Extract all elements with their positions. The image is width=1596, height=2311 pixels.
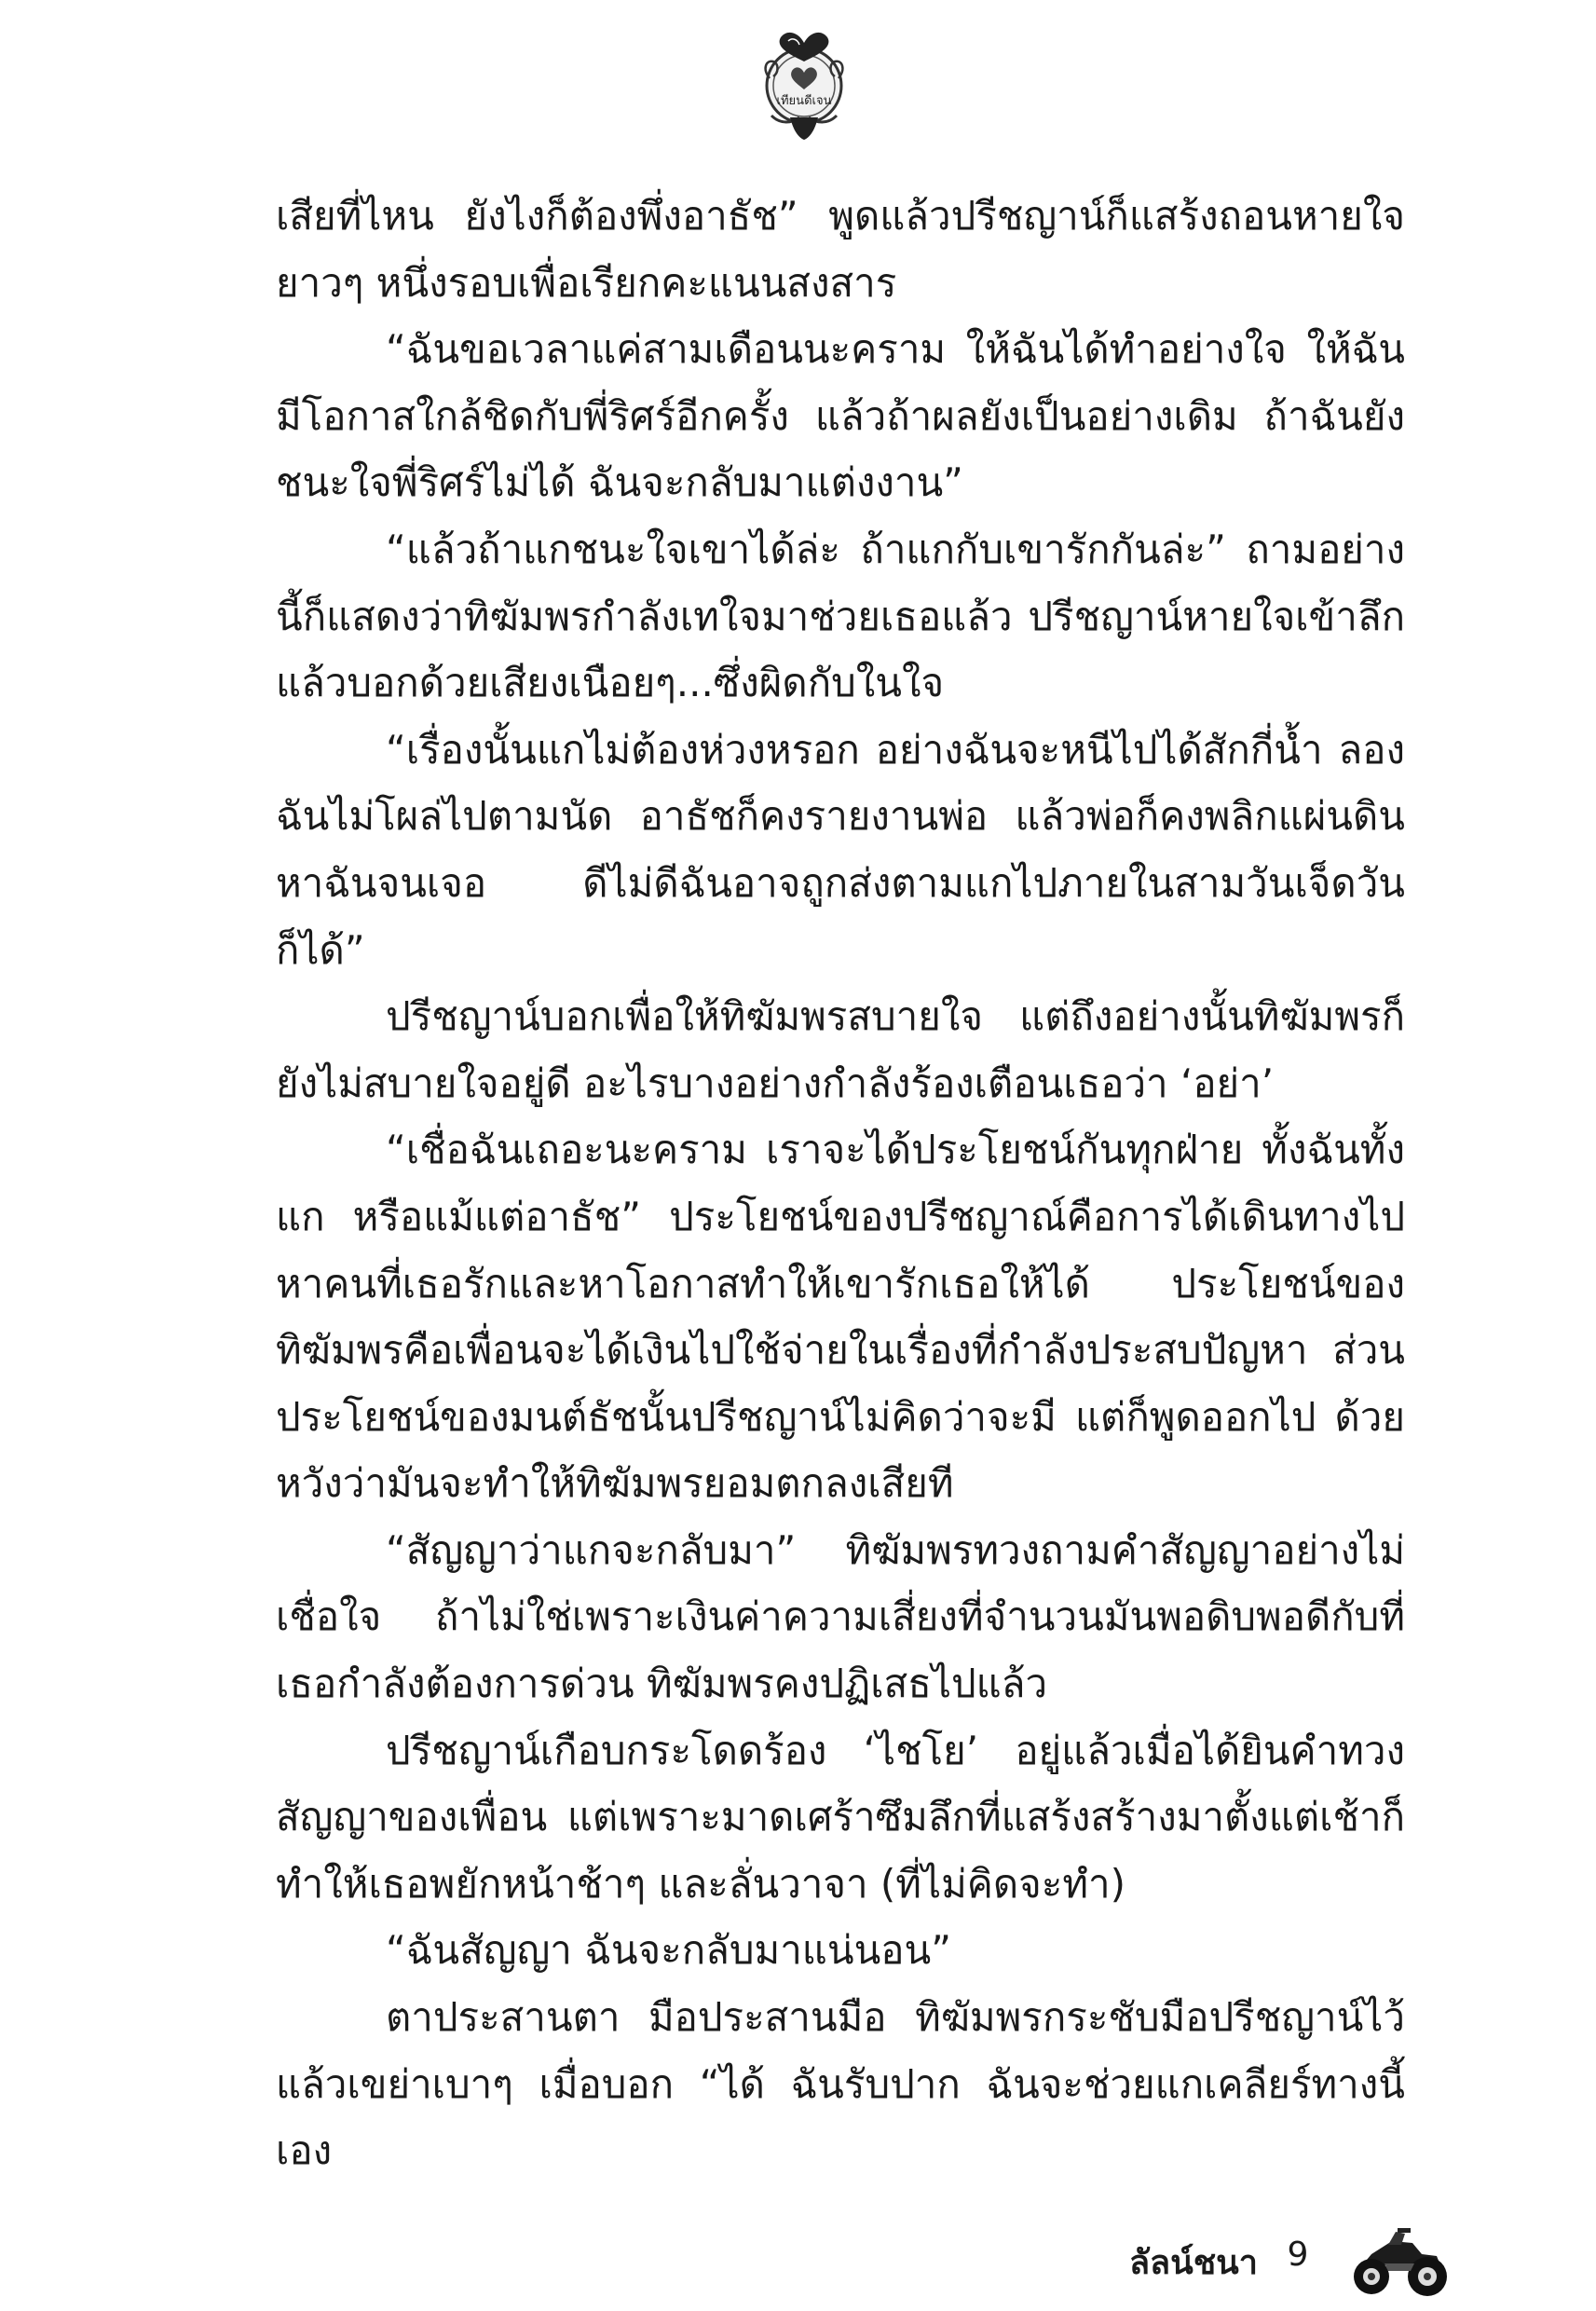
atv-quad-bike-icon — [1344, 2222, 1455, 2301]
page-footer — [1071, 2222, 1463, 2306]
page-number: 9 — [1287, 2236, 1309, 2274]
emblem-text: เทียนดีเจน — [776, 94, 832, 108]
paragraph: “เชื่อฉันเถอะนะคราม เราจะได้ประโยชน์กันทุกฝ่าย ทั้งฉันทั้งแก หรือแม้แต่อาธัช” ประโยชน์ของปรีชญาณ์คือการได้เดินทางไปหาคนที่เธอรักและหาโอกาสทำให้เขารักเธอให้ได้ ประโยชน์ของทิฆัมพรคือเพื่อนจะได้เงินไปใช้จ่ายในเรื่องที่กำลังประสบปัญหา ส่วนประโยชน์ของมนต์ธัชนั้นปรีชญาน์ไม่คิดว่าจะมี แต่ก็พูดออกไป ด้วยหวังว่ามันจะทำให้ทิฆัมพรยอมตกลงเสียที — [276, 1127, 1405, 1507]
paragraph: “ฉันสัญญา ฉันจะกลับมาแน่นอน” — [386, 1927, 951, 1974]
header-ornament — [753, 21, 855, 144]
paragraph: “สัญญาว่าแกจะกลับมา” ทิฆัมพรทวงถามคำสัญญาอย่างไม่เชื่อใจ ถ้าไม่ใช่เพราะเงินค่าความเสี่ยงที่จำนวนมันพอดิบพอดีกับที่เธอกำลังต้องการด่วน ทิฆัมพรคงปฏิเสธไปแล้ว — [276, 1526, 1405, 1707]
body-text — [276, 183, 1405, 2184]
twin-hearts-emblem-icon — [753, 21, 855, 144]
book-author-name: ลัลน์ชนา — [1129, 2244, 1258, 2282]
paragraph: ตาประสานตา มือประสานมือ ทิฆัมพรกระชับมือปรีชญาน์ไว้แล้วเขย่าเบาๆ เมื่อบอก “ได้ ฉันรับปาก ฉันจะช่วยแกเคลียร์ทางนี้เอง — [276, 1994, 1405, 2174]
paragraph: “แล้วถ้าแกชนะใจเขาได้ล่ะ ถ้าแกกับเขารักกันล่ะ” ถามอย่างนี้ก็แสดงว่าทิฆัมพรกำลังเทใจมาช่วยเธอแล้ว ปรีชญาน์หายใจเข้าลึกแล้วบอกด้วยเสียงเนือยๆ...ซึ่งผิดกับในใจ — [276, 526, 1405, 706]
paragraph: ปรีชญาน์บอกเพื่อให้ทิฆัมพรสบายใจ แต่ถึงอย่างนั้นทิฆัมพรก็ยังไม่สบายใจอยู่ดี อะไรบางอย่างกำลังร้องเตือนเธอว่า ‘อย่า’ — [276, 993, 1405, 1106]
paragraph: ปรีชญาน์เกือบกระโดดร้อง ‘ไชโย’ อยู่แล้วเมื่อได้ยินคำทวงสัญญาของเพื่อน แต่เพราะมาดเศร้าซึมลึกที่แสร้งสร้างมาตั้งแต่เช้าก็ทำให้เธอพยักหน้าช้าๆ และลั่นวาจา (ที่ไม่คิดจะทำ) — [276, 1727, 1405, 1907]
paragraph: “ฉันขอเวลาแค่สามเดือนนะคราม ให้ฉันได้ทำอย่างใจ ให้ฉันมีโอกาสใกล้ชิดกับพี่ริศร์อีกครั้ง แล้วถ้าผลยังเป็นอย่างเดิม ถ้าฉันยังชนะใจพี่ริศร์ไม่ได้ ฉันจะกลับมาแต่งงาน” — [276, 326, 1405, 506]
paragraph: เสียที่ไหน ยังไงก็ต้องพึ่งอาธัช” พูดแล้วปรีชญาน์ก็แสร้งถอนหายใจยาวๆ หนึ่งรอบเพื่อเรียกคะแนนสงสาร — [276, 193, 1405, 306]
paragraph: “เรื่องนั้นแกไม่ต้องห่วงหรอก อย่างฉันจะหนีไปได้สักกี่น้ำ ลองฉันไม่โผล่ไปตามนัด อาธัชก็คงรายงานพ่อ แล้วพ่อก็คงพลิกแผ่นดินหาฉันจนเจอ ดีไม่ดีฉันอาจถูกส่งตามแกไปภายในสามวันเจ็ดวันก็ได้” — [276, 726, 1405, 973]
